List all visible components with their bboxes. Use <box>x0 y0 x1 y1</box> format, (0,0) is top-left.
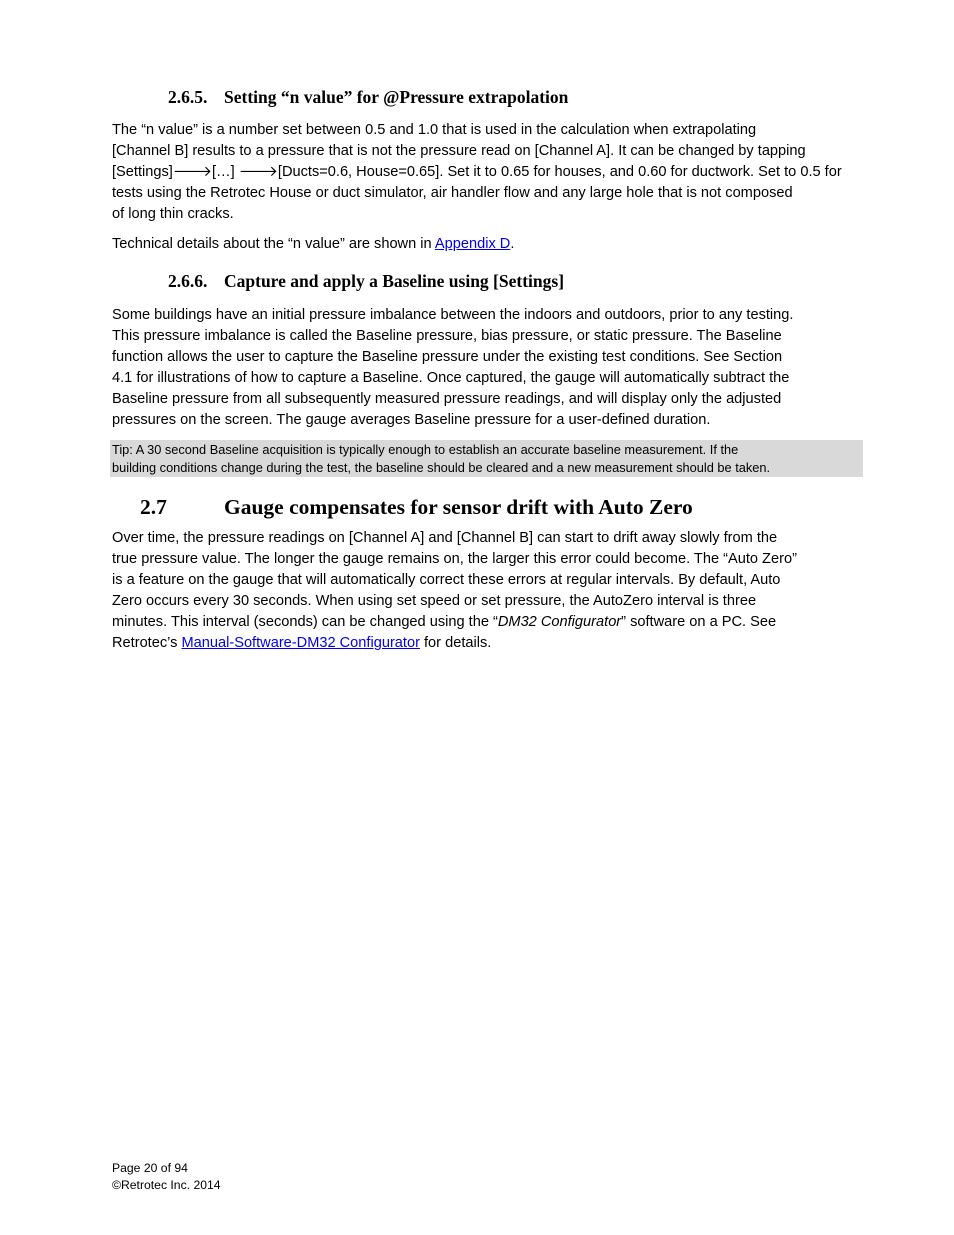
text-line: 4.1 for illustrations of how to capture a Baseline. Once captured, the gauge will automatically subtract the <box>112 370 790 386</box>
text-line <box>112 612 864 633</box>
text-segment: Retrotec’s <box>112 635 182 651</box>
text-line: Some buildings have an initial pressure imbalance between the indoors and outdoors, prior to any testing. <box>112 307 794 323</box>
text-line: function allows the user to capture the Baseline pressure under the existing test conditions. See Section <box>112 349 783 365</box>
heading-title: Gauge compensates for sensor drift with Auto Zero <box>224 495 693 519</box>
ellipsis-text: […] <box>211 164 239 180</box>
arrow-right-icon: 🡒 <box>238 164 278 180</box>
text-line: This pressure imbalance is called the Baseline pressure, bias pressure, or static pressure. The Baseline <box>112 328 782 344</box>
page-number: Page 20 of 94 <box>112 1161 188 1175</box>
heading-2-6-5 <box>168 86 568 108</box>
text-line: [Channel B] results to a pressure that is not the pressure read on [Channel A]. It can be changed by tapping <box>112 143 806 159</box>
text-line: The “n value” is a number set between 0.5 and 1.0 that is used in the calculation when extrapolating <box>112 122 757 138</box>
tip-line: Tip: A 30 second Baseline acquisition is typically enough to establish an accurate baseline measurement. If the <box>112 442 739 457</box>
text-segment: ” software on a PC. See <box>621 614 777 630</box>
manual-software-dm32-link[interactable]: Manual-Software-DM32 Configurator <box>181 635 420 651</box>
text-line: Over time, the pressure readings on [Channel A] and [Channel B] can start to drift away slowly from the <box>112 530 778 546</box>
text-line: is a feature on the gauge that will automatically correct these errors at regular intervals. By default, Auto <box>112 572 781 588</box>
text-line <box>112 234 864 255</box>
text-line: Baseline pressure from all subsequently measured pressure readings, and will display only the adjusted <box>112 391 782 407</box>
heading-title: Capture and apply a Baseline using [Settings] <box>224 271 565 291</box>
tip-box <box>110 440 863 477</box>
text-after-link: . <box>510 236 515 252</box>
text-line: of long thin cracks. <box>112 206 234 222</box>
arrow-right-icon: 🡒 <box>172 164 212 180</box>
text-line <box>112 162 864 183</box>
heading-title: Setting “n value” for @Pressure extrapolation <box>224 87 569 107</box>
baseline-paragraph <box>112 305 864 431</box>
text-line <box>112 633 864 654</box>
heading-2-6-6 <box>168 270 564 292</box>
text-line: tests using the Retrotec House or duct simulator, air handler flow and any large hole that is not composed <box>112 185 793 201</box>
document-page <box>112 0 866 1235</box>
technical-details-paragraph <box>112 234 864 255</box>
text-before-link: Technical details about the “n value” are shown in <box>112 236 435 252</box>
text-line: pressures on the screen. The gauge averages Baseline pressure for a user-defined duration. <box>112 412 711 428</box>
settings-text: [Settings] <box>112 164 173 180</box>
auto-zero-paragraph <box>112 528 864 654</box>
text-line: Zero occurs every 30 seconds. When using set speed or set pressure, the AutoZero interval is three <box>112 593 757 609</box>
heading-number: 2.6.6. <box>168 271 208 291</box>
heading-2-7 <box>140 494 693 520</box>
text-segment: minutes. This interval (seconds) can be changed using the “ <box>112 614 498 630</box>
n-value-paragraph <box>112 120 864 225</box>
tip-line: building conditions change during the test, the baseline should be cleared and a new measurement should be taken. <box>112 460 771 475</box>
ducts-house-text: [Ducts=0.6, House=0.65]. Set it to 0.65 for houses, and 0.60 for ductwork. Set to 0.5 for <box>277 164 842 180</box>
appendix-d-link[interactable]: Appendix D <box>434 236 511 252</box>
heading-number: 2.7 <box>140 495 167 519</box>
copyright-text: ©Retrotec Inc. 2014 <box>112 1178 221 1192</box>
text-line: true pressure value. The longer the gauge remains on, the larger this error could become. The “Auto Zero” <box>112 551 797 567</box>
text-segment: for details. <box>419 635 492 651</box>
dm32-configurator-italic: DM32 Configurator <box>497 614 622 630</box>
page-footer <box>112 1160 221 1194</box>
heading-number: 2.6.5. <box>168 87 208 107</box>
